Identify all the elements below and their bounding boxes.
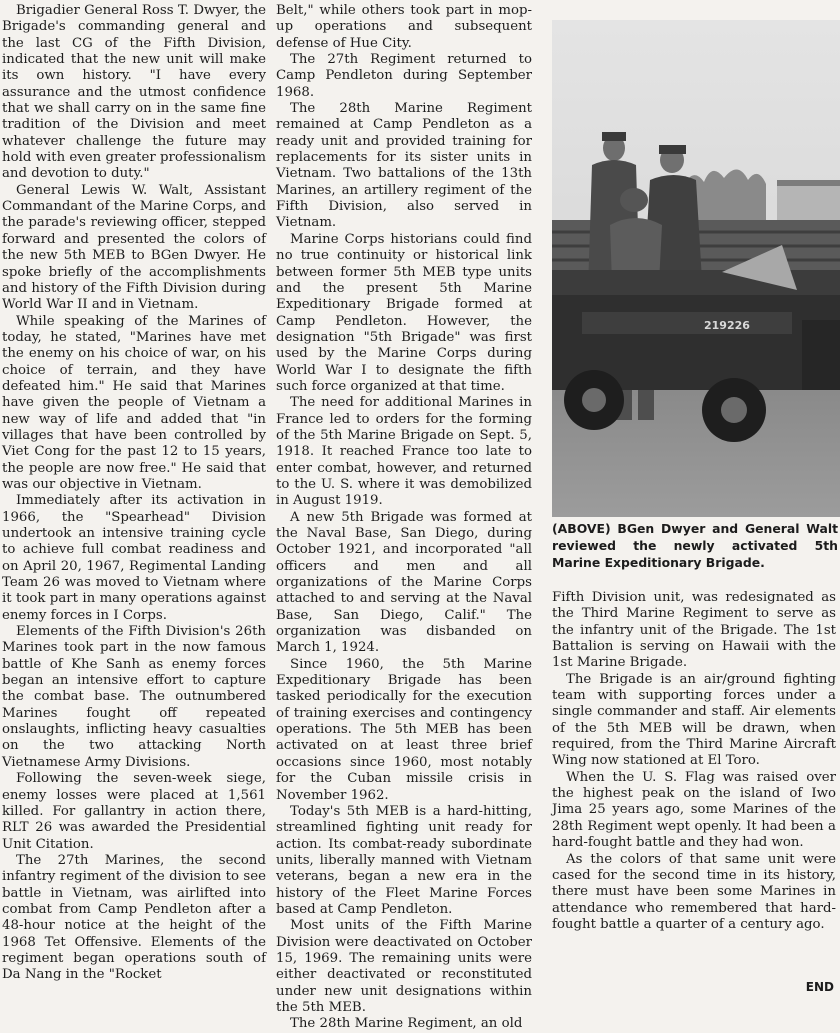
paragraph: The 27th Marines, the second infantry regiment of the division to see battle in Vietnam, was airlifted into combat from Camp Pendleton after a 48-hour notice at the height of the 1968 Tet Offensive. Elements of the regiment began operations south of Da Nang in the "Rocket: [2, 852, 266, 983]
paragraph: General Lewis W. Walt, Assistant Commandant of the Marine Corps, and the parade's reviewing officer, stepped forward and presented the colors of the new 5th MEB to BGen Dwyer. He spoke briefly of the accomplishments and history of the Fifth Division during World War II and in Vietnam.: [2, 182, 266, 313]
paragraph: Marine Corps historians could find no true continuity or historical link between former 5th MEB type units and the present 5th Marine Expeditionary Brigade formed at Camp Pendleton. However, the designation "5th Brigade" was first used by the Marine Corps during World War I to designate the fifth such force organized at that time.: [276, 231, 532, 394]
paragraph: Since 1960, the 5th Marine Expeditionary Brigade has been tasked periodically for the execution of training exercises and contingency operations. The 5th MEB has been activated on at least three brief occasions since 1960, most notably for the Cuban missile crisis in November 1962.: [276, 656, 532, 803]
end-mark: END: [805, 980, 834, 994]
paragraph: Elements of the Fifth Division's 26th Marines took part in the now famous battle of Khe Sanh as enemy forces began an intensive effort to capture the combat base. The outnumbered Marines fought off repeated onslaughts, inflicting heavy casualties on the two attacking North Vietnamese Army Divisions.: [2, 624, 266, 770]
paragraph: Belt," while others took part in mop-up operations and subsequent defense of Hue City.: [276, 3, 532, 51]
paragraph: Today's 5th MEB is a hard-hitting, streamlined fighting unit ready for action. Its combat-ready subordinate units, liberally manned with Vietnam veterans, began a new era in the history of the Fleet Marine Forces based at Camp Pendleton.: [276, 803, 532, 917]
article-column-3: [552, 590, 836, 933]
paragraph: The need for additional Marines in France led to orders for the forming of the 5th Marine Brigade on Sept. 5, 1918. It reached France too late to enter combat, however, and returned to the U. S. where it was demobilized in August 1919.: [276, 395, 532, 509]
paragraph: The Brigade is an air/ground fighting team with supporting forces under a single commander and staff. Air elements of the 5th MEB will be drawn, when required, from the Third Marine Aircraft Wing now stationed at El Toro.: [552, 671, 836, 769]
paragraph: Most units of the Fifth Marine Division were deactivated on October 15, 1969. The remaining units were either deactivated or reconstituted under new unit designations within the 5th MEB.: [276, 918, 532, 1015]
article-column-2: [276, 3, 532, 1033]
paragraph: A new 5th Brigade was formed at the Naval Base, San Diego, during October 1921, and incorporated "all officers and men and all organizations of the Marine Corps attached to and serving at the Naval Base, San Diego, Calif." The organization was disbanded on March 1, 1924.: [276, 509, 532, 656]
paragraph: The 27th Regiment returned to Camp Pendleton during September 1968.: [276, 52, 532, 100]
paragraph: Brigadier General Ross T. Dwyer, the Brigade's commanding general and the last CG of the Fifth Division, indicated that the new unit will make its own history. "I have every assurance and the utmost confidence that we shall carry on in the same fine tradition of the Division and meet whatever challenge the future may hold with even greater professionalism and devotion to duty.": [2, 3, 266, 182]
paragraph: The 28th Marine Regiment, an old: [290, 1016, 523, 1032]
paragraph: When the U. S. Flag was raised over the highest peak on the island of Iwo Jima 25 years ago, some Marines of the 28th Regiment wept openly. It had been a hard-fought battle and they had won.: [552, 769, 836, 851]
paragraph: Following the seven-week siege, enemy losses were placed at 1,561 killed. For gallantry in action there, RLT 26 was awarded the Presidential Unit Citation.: [2, 771, 266, 852]
photo-caption: (ABOVE) BGen Dwyer and General Walt reviewed the newly activated 5th Marine Expeditionary Brigade.: [552, 521, 838, 570]
paragraph: Immediately after its activation in 1966, the "Spearhead" Division undertook an intensive training cycle to achieve full combat readiness and on April 20, 1967, Regimental Landing Team 26 was moved to Vietnam where it took part in many operations against enemy forces in I Corps.: [2, 493, 266, 623]
paragraph: While speaking of the Marines of today, he stated, "Marines have met the enemy on his choice of war, on his choice of terrain, and they have defeated him." He said that Marines have given the people of Vietnam a new way of life and added that "in villages that have been controlled by Viet Cong for the past 12 to 15 years, the people are now free." He said that was our objective in Vietnam.: [2, 313, 266, 492]
vehicle-marking: 219226: [704, 319, 750, 332]
building-roof: [777, 180, 840, 186]
paragraph: The 28th Marine Regiment remained at Camp Pendleton as a ready unit and provided training for replacements for its sister units in Vietnam. Two battalions of the 13th Marines, an artillery regiment of the Fifth Division, also served in Vietnam.: [276, 101, 532, 231]
paragraph: Fifth Division unit, was redesignated as the Third Marine Regiment to serve as the infantry unit of the Brigade. The 1st Battalion is serving on Hawaii with the 1st Marine Brigade.: [552, 590, 836, 671]
photo-review-jeep: [552, 20, 840, 517]
paragraph: As the colors of that same unit were cased for the second time in its history, there must have been some Marines in attendance who remembered that hard-fought battle a quarter of a century ago.: [552, 851, 836, 932]
photo-illustration: [552, 20, 840, 517]
article-column-1: [2, 3, 266, 984]
